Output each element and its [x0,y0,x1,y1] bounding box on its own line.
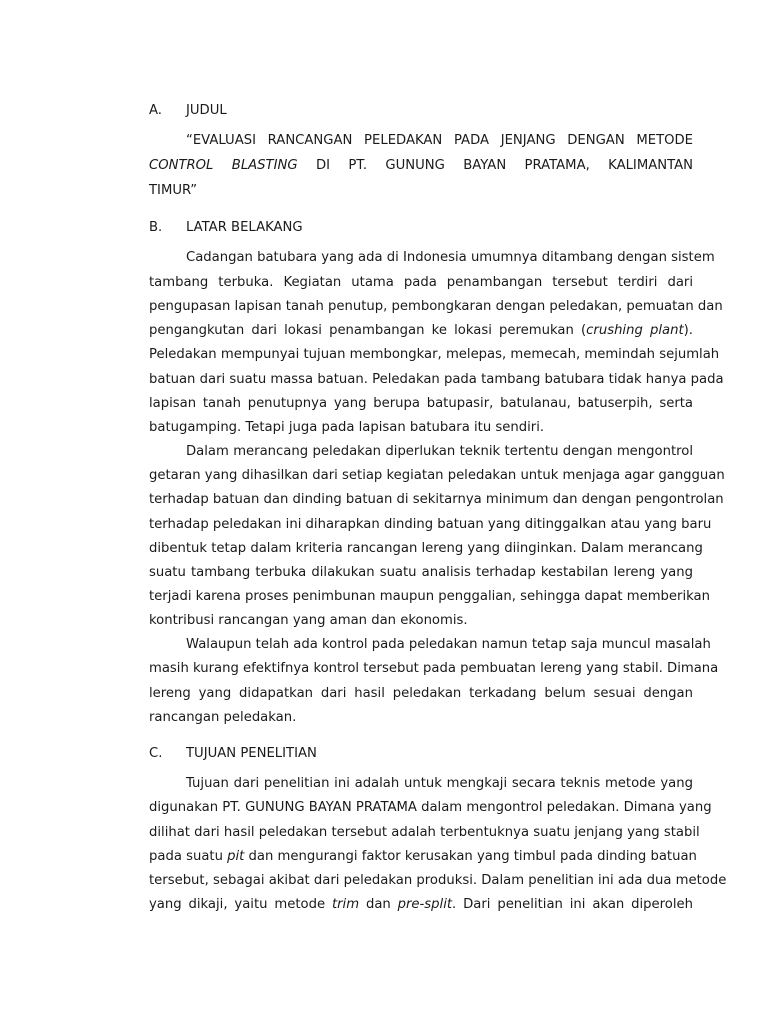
section-title: LATAR BELAKANG [186,220,303,235]
text-line: pengangkutan dari lokasi penambangan ke lokasi peremukan (crushing plant). [149,323,693,338]
text-line: Peledakan mempunyai tujuan membongkar, melepas, memecah, memindah sejumlah [149,347,720,362]
title-line: “EVALUASI RANCANGAN PELEDAKAN PADA JENJANG DENGAN METODE [186,133,693,148]
text-line: rancangan peledakan. [149,710,297,725]
text-line: tambang terbuka. Kegiatan utama pada penambangan tersebut terdiri dari [149,275,693,290]
text-line: pengupasan lapisan tanah penutup, pembongkaran dengan peledakan, pemuatan dan [149,299,723,314]
text-line: terhadap peledakan ini diharapkan dinding batuan yang ditinggalkan atau yang baru [149,517,712,532]
text-line: terhadap batuan dan dinding batuan di sekitarnya minimum dan dengan pengontrolan [149,492,724,507]
text-line: Dalam merancang peledakan diperlukan teknik tertentu dengan mengontrol [186,444,693,459]
text-line: batugamping. Tetapi juga pada lapisan batubara itu sendiri. [149,420,545,435]
text-line: dilihat dari hasil peledakan tersebut adalah terbentuknya suatu jenjang yang stabil [149,825,700,840]
text-line: terjadi karena proses penimbunan maupun penggalian, sehingga dapat memberikan [149,589,710,604]
text-line: Walaupun telah ada kontrol pada peledakan namun tetap saja muncul masalah [186,637,711,652]
text-line: pada suatu pit dan mengurangi faktor kerusakan yang timbul pada dinding batuan [149,849,697,864]
text-line: yang dikaji, yaitu metode trim dan pre-split. Dari penelitian ini akan diperoleh [149,897,693,912]
text-line: batuan dari suatu massa batuan. Peledakan pada tambang batubara tidak hanya pada [149,372,724,387]
section-number: C. [149,746,163,761]
text-line: lereng yang didapatkan dari hasil peledakan terkadang belum sesuai dengan [149,686,693,701]
text-line: dibentuk tetap dalam kriteria rancangan lereng yang diinginkan. Dalam merancang [149,541,703,556]
text-line: digunakan PT. GUNUNG BAYAN PRATAMA dalam mengontrol peledakan. Dimana yang [149,800,712,815]
text-line: Cadangan batubara yang ada di Indonesia umumnya ditambang dengan sistem [186,250,715,265]
section-title: JUDUL [186,103,227,118]
text-line: lapisan tanah penutupnya yang berupa batupasir, batulanau, batuserpih, serta [149,396,693,411]
title-line: TIMUR” [149,183,198,198]
section-number: B. [149,220,163,235]
section-number: A. [149,103,162,118]
text-line: getaran yang dihasilkan dari setiap kegiatan peledakan untuk menjaga agar gangguan [149,468,725,483]
text-line: masih kurang efektifnya kontrol tersebut pada pembuatan lereng yang stabil. Dimana [149,661,719,676]
text-line: Tujuan dari penelitian ini adalah untuk mengkaji secara teknis metode yang [186,776,693,791]
title-line: CONTROL BLASTING DI PT. GUNUNG BAYAN PRATAMA, KALIMANTAN [149,158,694,173]
text-line: tersebut, sebagai akibat dari peledakan produksi. Dalam penelitian ini ada dua metode [149,873,727,888]
text-line: kontribusi rancangan yang aman dan ekonomis. [149,613,468,628]
text-line: suatu tambang terbuka dilakukan suatu analisis terhadap kestabilan lereng yang [149,565,693,580]
section-title: TUJUAN PENELITIAN [186,746,317,761]
